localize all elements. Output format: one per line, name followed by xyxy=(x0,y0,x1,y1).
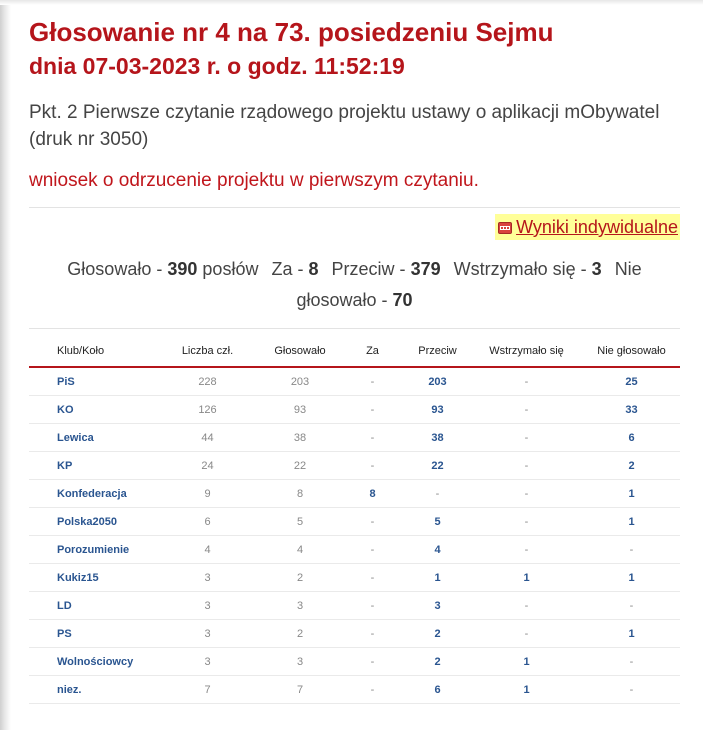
members-cell: 228 xyxy=(155,367,260,396)
table-header-row xyxy=(29,336,680,367)
header-against: Przeciw xyxy=(405,336,470,367)
table-row xyxy=(29,648,680,676)
voted-cell: 5 xyxy=(260,508,340,536)
members-cell: 9 xyxy=(155,480,260,508)
absent-cell[interactable]: 1 xyxy=(583,564,680,592)
members-cell: 3 xyxy=(155,648,260,676)
against-cell[interactable]: 3 xyxy=(405,592,470,620)
absent-cell[interactable]: 1 xyxy=(583,508,680,536)
absent-cell: - xyxy=(583,536,680,564)
abstain-cell: - xyxy=(470,592,583,620)
members-cell: 7 xyxy=(155,676,260,704)
club-results-table xyxy=(29,336,680,704)
for-cell: - xyxy=(340,424,405,452)
header-club: Klub/Koło xyxy=(29,336,155,367)
members-cell: 24 xyxy=(155,452,260,480)
header-for: Za xyxy=(340,336,405,367)
table-row xyxy=(29,480,680,508)
summary-voted-value: 390 xyxy=(167,259,198,279)
header-absent: Nie głosowało xyxy=(583,336,680,367)
individual-results-label[interactable]: Wyniki indywidualne xyxy=(516,217,678,237)
abstain-cell[interactable]: 1 xyxy=(470,676,583,704)
summary-voted-label: Głosowało - xyxy=(67,259,163,279)
table-row xyxy=(29,564,680,592)
club-name-link[interactable]: KP xyxy=(29,452,155,480)
pdf-icon xyxy=(498,221,512,233)
against-cell[interactable]: 203 xyxy=(405,367,470,396)
summary-abstain-label: Wstrzymało się - xyxy=(453,259,587,279)
absent-cell[interactable]: 25 xyxy=(583,367,680,396)
for-cell: - xyxy=(340,536,405,564)
vote-page xyxy=(29,14,680,704)
abstain-cell: - xyxy=(470,620,583,648)
absent-cell: - xyxy=(583,592,680,620)
header-voted: Głosowało xyxy=(260,336,340,367)
for-cell: - xyxy=(340,508,405,536)
summary-abstain-value: 3 xyxy=(591,259,602,279)
for-cell[interactable]: 8 xyxy=(340,480,405,508)
voted-cell: 4 xyxy=(260,536,340,564)
club-name-link[interactable]: Lewica xyxy=(29,424,155,452)
voted-cell: 22 xyxy=(260,452,340,480)
abstain-cell: - xyxy=(470,396,583,424)
table-row xyxy=(29,396,680,424)
for-cell: - xyxy=(340,452,405,480)
summary-for-label: Za - xyxy=(271,259,304,279)
summary-absent-value: 70 xyxy=(392,290,413,310)
for-cell: - xyxy=(340,564,405,592)
against-cell[interactable]: 2 xyxy=(405,648,470,676)
club-name-link[interactable]: KO xyxy=(29,396,155,424)
for-cell: - xyxy=(340,396,405,424)
abstain-cell[interactable]: 1 xyxy=(470,564,583,592)
absent-cell: - xyxy=(583,676,680,704)
club-name-link[interactable]: PiS xyxy=(29,367,155,396)
voted-cell: 8 xyxy=(260,480,340,508)
individual-results-link[interactable] xyxy=(495,214,680,240)
voted-cell: 7 xyxy=(260,676,340,704)
absent-cell[interactable]: 33 xyxy=(583,396,680,424)
against-cell[interactable]: 6 xyxy=(405,676,470,704)
against-cell[interactable]: 4 xyxy=(405,536,470,564)
absent-cell[interactable]: 2 xyxy=(583,452,680,480)
results-link-row xyxy=(29,214,680,242)
abstain-cell: - xyxy=(470,424,583,452)
abstain-cell: - xyxy=(470,367,583,396)
table-row xyxy=(29,424,680,452)
club-name-link[interactable]: PS xyxy=(29,620,155,648)
table-row xyxy=(29,452,680,480)
abstain-cell: - xyxy=(470,452,583,480)
abstain-cell: - xyxy=(470,536,583,564)
against-cell[interactable]: 22 xyxy=(405,452,470,480)
absent-cell[interactable]: 1 xyxy=(583,480,680,508)
against-cell[interactable]: 2 xyxy=(405,620,470,648)
page-title: Głosowanie nr 4 na 73. posiedzeniu Sejmu xyxy=(29,17,554,47)
table-row xyxy=(29,536,680,564)
abstain-cell[interactable]: 1 xyxy=(470,648,583,676)
club-name-link[interactable]: LD xyxy=(29,592,155,620)
club-name-link[interactable]: Wolnościowcy xyxy=(29,648,155,676)
for-cell: - xyxy=(340,648,405,676)
voted-cell: 2 xyxy=(260,564,340,592)
against-cell[interactable]: 1 xyxy=(405,564,470,592)
for-cell: - xyxy=(340,367,405,396)
table-row xyxy=(29,508,680,536)
against-cell[interactable]: 5 xyxy=(405,508,470,536)
club-name-link[interactable]: Porozumienie xyxy=(29,536,155,564)
table-row xyxy=(29,620,680,648)
members-cell: 44 xyxy=(155,424,260,452)
absent-cell: - xyxy=(583,648,680,676)
header-abstain: Wstrzymało się xyxy=(470,336,583,367)
table-row xyxy=(29,592,680,620)
page-edge-shadow xyxy=(0,0,11,730)
club-name-link[interactable]: Polska2050 xyxy=(29,508,155,536)
table-body xyxy=(29,367,680,704)
divider xyxy=(29,328,680,329)
voted-cell: 38 xyxy=(260,424,340,452)
against-cell[interactable]: 38 xyxy=(405,424,470,452)
members-cell: 3 xyxy=(155,564,260,592)
club-name-link[interactable]: Konfederacja xyxy=(29,480,155,508)
table-row xyxy=(29,367,680,396)
members-cell: 3 xyxy=(155,620,260,648)
voted-cell: 203 xyxy=(260,367,340,396)
members-cell: 126 xyxy=(155,396,260,424)
agenda-item: Pkt. 2 Pierwsze czytanie rządowego projektu ustawy o aplikacji mObywatel (druk nr 3050) xyxy=(29,102,660,150)
members-cell: 3 xyxy=(155,592,260,620)
abstain-cell: - xyxy=(470,480,583,508)
voted-cell: 93 xyxy=(260,396,340,424)
summary-against-label: Przeciw - xyxy=(331,259,406,279)
members-cell: 6 xyxy=(155,508,260,536)
for-cell: - xyxy=(340,592,405,620)
club-name-link[interactable]: Kukiz15 xyxy=(29,564,155,592)
motion-text: wniosek o odrzucenie projektu w pierwszym czytaniu. xyxy=(29,170,479,191)
summary-voted-unit: posłów xyxy=(202,259,259,279)
summary-against-value: 379 xyxy=(410,259,441,279)
against-cell[interactable]: 93 xyxy=(405,396,470,424)
for-cell: - xyxy=(340,620,405,648)
summary-absent-label: Nie głosowało - xyxy=(296,259,642,310)
divider xyxy=(29,207,680,208)
abstain-cell: - xyxy=(470,508,583,536)
vote-date: dnia 07-03-2023 r. o godz. 11:52:19 xyxy=(29,53,405,79)
vote-summary xyxy=(29,254,680,316)
table-row xyxy=(29,676,680,704)
absent-cell[interactable]: 6 xyxy=(583,424,680,452)
page-top-shadow xyxy=(0,0,703,5)
voted-cell: 3 xyxy=(260,592,340,620)
club-name-link[interactable]: niez. xyxy=(29,676,155,704)
absent-cell[interactable]: 1 xyxy=(583,620,680,648)
summary-for-value: 8 xyxy=(308,259,319,279)
members-cell: 4 xyxy=(155,536,260,564)
header-members: Liczba czł. xyxy=(155,336,260,367)
voted-cell: 3 xyxy=(260,648,340,676)
for-cell: - xyxy=(340,676,405,704)
against-cell: - xyxy=(405,480,470,508)
voted-cell: 2 xyxy=(260,620,340,648)
